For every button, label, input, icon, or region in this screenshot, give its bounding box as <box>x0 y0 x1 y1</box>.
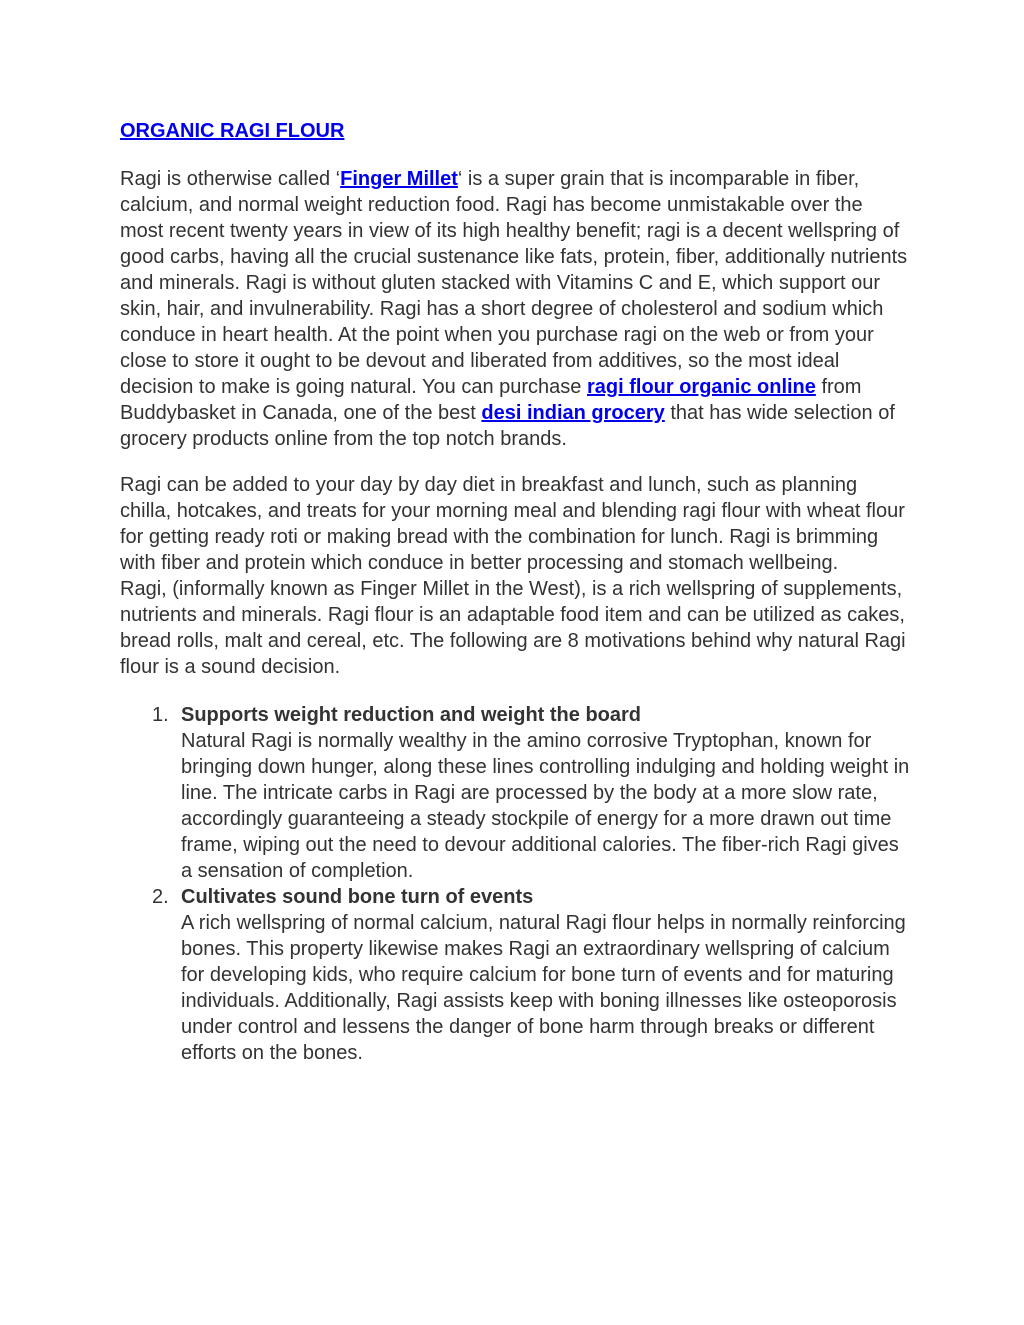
list-item-heading: Supports weight reduction and weight the board <box>181 704 641 726</box>
title-link[interactable]: ORGANIC RAGI FLOUR <box>120 120 345 142</box>
diet-paragraph: Ragi can be added to your day by day diet in breakfast and lunch, such as planning chilla, hotcakes, and treats for your morning meal and blending ragi flour with wheat flour for getting ready roti or making bread with the combination for lunch. Ragi is brimming with fiber and protein which conduce in better processing and stomach wellbeing. <box>120 474 905 574</box>
list-item-number: 2. <box>152 886 169 908</box>
list-item-number: 1. <box>152 704 169 726</box>
intro-text-1: Ragi is otherwise called ‘ <box>120 168 341 190</box>
benefits-intro-paragraph: Ragi, (informally known as Finger Millet in the West), is a rich wellspring of supplements, nutrients and minerals. Ragi flour is an adaptable food item and can be utilized as cakes, bread rolls, malt and cereal, etc. The following are 8 motivations behind why natural Ragi flour is a sound decision. <box>120 578 906 678</box>
list-item <box>120 884 910 1066</box>
intro-paragraph <box>120 166 910 452</box>
list-item-heading: Cultivates sound bone turn of events <box>181 886 534 908</box>
finger-millet-link[interactable]: Finger Millet <box>340 168 458 190</box>
benefits-list <box>120 702 910 1066</box>
intro-text-4: that has wide selection of grocery products online from the top notch brands. <box>120 402 895 450</box>
list-item-body: Natural Ragi is normally wealthy in the amino corrosive Tryptophan, known for bringing down hunger, along these lines controlling indulging and holding weight in line. The intricate carbs in Ragi are processed by the body at a more slow rate, accordingly guaranteeing a steady stockpile of energy for a more drawn out time frame, wiping out the need to devour additional calories. The fiber-rich Ragi gives a sensation of completion. <box>181 730 910 882</box>
page-title[interactable] <box>120 118 910 144</box>
document-page <box>120 118 910 1066</box>
intro-text-2: ‘ is a super grain that is incomparable in fiber, calcium, and normal weight reduction food. Ragi has become unmistakable over the most recent twenty years in view of its high healthy benefit; ragi is a decent wellspring of good carbs, having all the crucial sustenance like fats, protein, fiber, additionally nutrients and minerals. Ragi is without gluten stacked with Vitamins C and E, which support our skin, hair, and invulnerability. Ragi has a short degree of cholesterol and sodium which conduce in heart health. At the point when you purchase ragi on the web or from your close to store it ought to be devout and liberated from additives, so the most ideal decision to make is going natural. You can purchase <box>120 168 908 398</box>
desi-indian-grocery-link[interactable]: desi indian grocery <box>481 402 665 424</box>
ragi-flour-organic-online-link[interactable]: ragi flour organic online <box>586 376 816 398</box>
list-item <box>120 702 910 884</box>
intro-text-3: from Buddybasket in Canada, one of the best <box>120 376 862 424</box>
list-item-body: A rich wellspring of normal calcium, natural Ragi flour helps in normally reinforcing bones. This property likewise makes Ragi an extraordinary wellspring of calcium for developing kids, who require calcium for bone turn of events and for maturing individuals. Additionally, Ragi assists keep with boning illnesses like osteoporosis under control and lessens the danger of bone harm through breaks or different efforts on the bones. <box>181 912 906 1064</box>
